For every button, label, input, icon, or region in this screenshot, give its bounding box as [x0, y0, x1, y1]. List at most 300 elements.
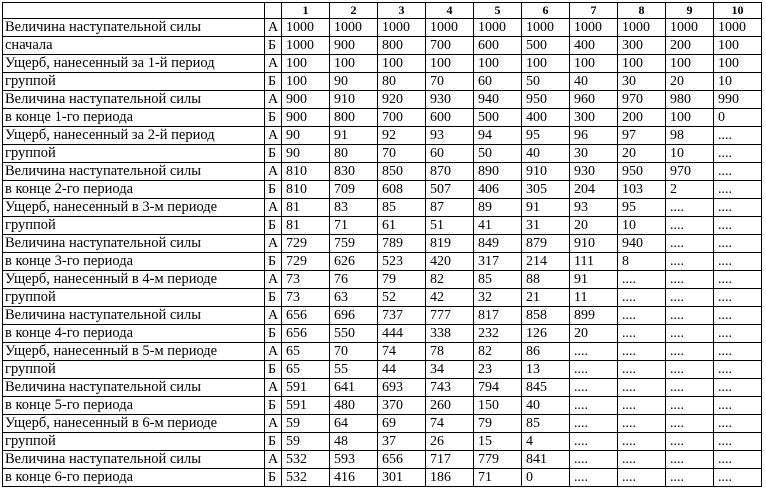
column-header: 10 — [714, 3, 762, 19]
table-row — [3, 73, 762, 91]
value-cell: 729 — [282, 235, 330, 253]
value-cell: 91 — [330, 127, 378, 145]
value-cell: 789 — [378, 235, 426, 253]
value-cell: 899 — [570, 307, 618, 325]
value-cell: .... — [714, 397, 762, 415]
value-cell: 111 — [570, 253, 618, 271]
value-cell: 80 — [330, 145, 378, 163]
value-cell: 13 — [522, 361, 570, 379]
value-cell: 20 — [570, 325, 618, 343]
group-label: А — [265, 55, 282, 73]
value-cell: .... — [714, 199, 762, 217]
value-cell: 100 — [714, 55, 762, 73]
value-cell: 30 — [570, 145, 618, 163]
value-cell: .... — [570, 433, 618, 451]
value-cell: 71 — [474, 469, 522, 487]
value-cell: 300 — [618, 37, 666, 55]
value-cell: 42 — [426, 289, 474, 307]
row-description-line: в конце 6-го периода — [3, 469, 265, 487]
value-cell: .... — [666, 253, 714, 271]
value-cell: .... — [714, 253, 762, 271]
value-cell: 88 — [522, 271, 570, 289]
value-cell: 507 — [426, 181, 474, 199]
value-cell: 849 — [474, 235, 522, 253]
table-row — [3, 271, 762, 289]
value-cell: 717 — [426, 451, 474, 469]
table-row — [3, 433, 762, 451]
value-cell: 81 — [282, 199, 330, 217]
value-cell: 841 — [522, 451, 570, 469]
group-label: Б — [265, 73, 282, 91]
value-cell: .... — [666, 343, 714, 361]
value-cell: .... — [714, 307, 762, 325]
row-description-line: Величина наступательной силы — [3, 379, 265, 397]
value-cell: 90 — [330, 73, 378, 91]
value-cell: 100 — [426, 55, 474, 73]
row-description-line: в конце 4-го периода — [3, 325, 265, 343]
table-row — [3, 379, 762, 397]
value-cell: .... — [666, 217, 714, 235]
value-cell: 830 — [330, 163, 378, 181]
value-cell: .... — [666, 469, 714, 487]
group-label: Б — [265, 181, 282, 199]
value-cell: 777 — [426, 307, 474, 325]
value-cell: 94 — [474, 127, 522, 145]
value-cell: 910 — [570, 235, 618, 253]
value-cell: 696 — [330, 307, 378, 325]
value-cell: .... — [618, 271, 666, 289]
value-cell: .... — [570, 397, 618, 415]
value-cell: 63 — [330, 289, 378, 307]
header-blank-group — [265, 3, 282, 19]
value-cell: .... — [714, 289, 762, 307]
value-cell: 626 — [330, 253, 378, 271]
value-cell: 260 — [426, 397, 474, 415]
group-label: Б — [265, 37, 282, 55]
value-cell: 819 — [426, 235, 474, 253]
value-cell: .... — [666, 271, 714, 289]
table-row — [3, 127, 762, 145]
row-description-line: в конце 2-го периода — [3, 181, 265, 199]
group-label: Б — [265, 253, 282, 271]
column-header: 7 — [570, 3, 618, 19]
value-cell: 593 — [330, 451, 378, 469]
value-cell: .... — [666, 451, 714, 469]
row-description-line: Ущерб, нанесенный в 3-м периоде — [3, 199, 265, 217]
value-cell: 600 — [426, 109, 474, 127]
value-cell: 500 — [522, 37, 570, 55]
value-cell: 523 — [378, 253, 426, 271]
value-cell: 20 — [618, 145, 666, 163]
value-cell: 89 — [474, 199, 522, 217]
value-cell: 1000 — [714, 19, 762, 37]
value-cell: 100 — [666, 109, 714, 127]
row-description-line: Величина наступательной силы — [3, 163, 265, 181]
table-row — [3, 109, 762, 127]
row-description-line: группой — [3, 217, 265, 235]
value-cell: 80 — [378, 73, 426, 91]
value-cell: 70 — [426, 73, 474, 91]
value-cell: 79 — [474, 415, 522, 433]
value-cell: 103 — [618, 181, 666, 199]
table-row — [3, 19, 762, 37]
group-label: А — [265, 235, 282, 253]
value-cell: .... — [714, 145, 762, 163]
table-row — [3, 37, 762, 55]
value-cell: 900 — [282, 109, 330, 127]
value-cell: 532 — [282, 451, 330, 469]
row-description-line: группой — [3, 73, 265, 91]
table-body — [3, 19, 762, 487]
value-cell: 97 — [618, 127, 666, 145]
value-cell: 10 — [714, 73, 762, 91]
value-cell: 90 — [282, 127, 330, 145]
value-cell: 858 — [522, 307, 570, 325]
value-cell: 1000 — [282, 19, 330, 37]
row-description-line: группой — [3, 361, 265, 379]
row-description-line: Величина наступательной силы — [3, 307, 265, 325]
value-cell: 31 — [522, 217, 570, 235]
value-cell: 591 — [282, 397, 330, 415]
value-cell: .... — [618, 343, 666, 361]
table-row — [3, 415, 762, 433]
value-cell: 930 — [570, 163, 618, 181]
value-cell: 96 — [570, 127, 618, 145]
value-cell: .... — [570, 469, 618, 487]
value-cell: 400 — [570, 37, 618, 55]
value-cell: 301 — [378, 469, 426, 487]
value-cell: 65 — [282, 343, 330, 361]
table-row — [3, 325, 762, 343]
value-cell: 51 — [426, 217, 474, 235]
value-cell: .... — [714, 469, 762, 487]
value-cell: 85 — [378, 199, 426, 217]
value-cell: 1000 — [474, 19, 522, 37]
table-row — [3, 145, 762, 163]
value-cell: 10 — [666, 145, 714, 163]
group-label: Б — [265, 325, 282, 343]
value-cell: .... — [666, 397, 714, 415]
value-cell: 204 — [570, 181, 618, 199]
value-cell: 100 — [522, 55, 570, 73]
group-label: Б — [265, 397, 282, 415]
value-cell: 59 — [282, 415, 330, 433]
value-cell: .... — [714, 325, 762, 343]
value-cell: .... — [618, 451, 666, 469]
value-cell: .... — [618, 379, 666, 397]
value-cell: 73 — [282, 271, 330, 289]
value-cell: 65 — [282, 361, 330, 379]
value-cell: 0 — [714, 109, 762, 127]
group-label: Б — [265, 217, 282, 235]
value-cell: 100 — [570, 55, 618, 73]
value-cell: 91 — [570, 271, 618, 289]
value-cell: 656 — [282, 307, 330, 325]
row-description-line: Ущерб, нанесенный за 2-й период — [3, 127, 265, 145]
group-label: А — [265, 451, 282, 469]
value-cell: 890 — [474, 163, 522, 181]
column-header: 6 — [522, 3, 570, 19]
value-cell: 940 — [618, 235, 666, 253]
value-cell: 920 — [378, 91, 426, 109]
value-cell: 970 — [666, 163, 714, 181]
value-cell: 100 — [618, 55, 666, 73]
row-description-line: в конце 1-го периода — [3, 109, 265, 127]
value-cell: 406 — [474, 181, 522, 199]
value-cell: 78 — [426, 343, 474, 361]
value-cell: 700 — [426, 37, 474, 55]
value-cell: 30 — [618, 73, 666, 91]
value-cell: 26 — [426, 433, 474, 451]
value-cell: 15 — [474, 433, 522, 451]
value-cell: 1000 — [282, 37, 330, 55]
value-cell: .... — [714, 163, 762, 181]
value-cell: 100 — [330, 55, 378, 73]
group-label: А — [265, 415, 282, 433]
group-label: Б — [265, 289, 282, 307]
value-cell: 52 — [378, 289, 426, 307]
group-label: А — [265, 307, 282, 325]
value-cell: 60 — [426, 145, 474, 163]
value-cell: 779 — [474, 451, 522, 469]
value-cell: 41 — [474, 217, 522, 235]
value-cell: 32 — [474, 289, 522, 307]
value-cell: 34 — [426, 361, 474, 379]
value-cell: 338 — [426, 325, 474, 343]
value-cell: 100 — [714, 37, 762, 55]
table-row — [3, 181, 762, 199]
table-container — [2, 2, 762, 487]
value-cell: 100 — [282, 55, 330, 73]
value-cell: 500 — [474, 109, 522, 127]
row-description-line: в конце 5-го периода — [3, 397, 265, 415]
group-label: Б — [265, 109, 282, 127]
value-cell: .... — [714, 451, 762, 469]
row-description-line: группой — [3, 433, 265, 451]
group-label: А — [265, 271, 282, 289]
group-label: А — [265, 91, 282, 109]
column-header: 9 — [666, 3, 714, 19]
value-cell: 729 — [282, 253, 330, 271]
value-cell: 550 — [330, 325, 378, 343]
value-cell: .... — [666, 433, 714, 451]
group-label: А — [265, 163, 282, 181]
value-cell: 641 — [330, 379, 378, 397]
value-cell: 50 — [474, 145, 522, 163]
table-row — [3, 307, 762, 325]
value-cell: .... — [666, 289, 714, 307]
value-cell: .... — [618, 289, 666, 307]
value-cell: .... — [714, 127, 762, 145]
value-cell: 74 — [426, 415, 474, 433]
value-cell: 800 — [330, 109, 378, 127]
value-cell: 420 — [426, 253, 474, 271]
value-cell: 37 — [378, 433, 426, 451]
value-cell: 810 — [282, 163, 330, 181]
value-cell: 73 — [282, 289, 330, 307]
value-cell: 930 — [426, 91, 474, 109]
value-cell: 70 — [378, 145, 426, 163]
value-cell: 90 — [282, 145, 330, 163]
value-cell: 93 — [570, 199, 618, 217]
group-label: Б — [265, 145, 282, 163]
table-row — [3, 163, 762, 181]
value-cell: 69 — [378, 415, 426, 433]
value-cell: .... — [714, 343, 762, 361]
group-label: А — [265, 343, 282, 361]
value-cell: 656 — [282, 325, 330, 343]
value-cell: 48 — [330, 433, 378, 451]
value-cell: .... — [666, 199, 714, 217]
value-cell: 743 — [426, 379, 474, 397]
value-cell: .... — [666, 325, 714, 343]
value-cell: 21 — [522, 289, 570, 307]
value-cell: 950 — [618, 163, 666, 181]
value-cell: 70 — [330, 343, 378, 361]
value-cell: .... — [714, 271, 762, 289]
value-cell: 737 — [378, 307, 426, 325]
value-cell: 700 — [378, 109, 426, 127]
value-cell: 0 — [522, 469, 570, 487]
value-cell: 23 — [474, 361, 522, 379]
value-cell: 940 — [474, 91, 522, 109]
value-cell: 82 — [474, 343, 522, 361]
value-cell: .... — [570, 361, 618, 379]
column-header: 8 — [618, 3, 666, 19]
group-label: Б — [265, 469, 282, 487]
value-cell: 910 — [330, 91, 378, 109]
table-row — [3, 451, 762, 469]
value-cell: 87 — [426, 199, 474, 217]
value-cell: 900 — [330, 37, 378, 55]
group-label: А — [265, 19, 282, 37]
value-cell: 55 — [330, 361, 378, 379]
table-row — [3, 343, 762, 361]
value-cell: 870 — [426, 163, 474, 181]
column-header: 4 — [426, 3, 474, 19]
value-cell: 95 — [522, 127, 570, 145]
value-cell: .... — [714, 217, 762, 235]
value-cell: 591 — [282, 379, 330, 397]
value-cell: .... — [666, 379, 714, 397]
column-header: 2 — [330, 3, 378, 19]
value-cell: .... — [570, 379, 618, 397]
group-label: Б — [265, 433, 282, 451]
value-cell: 1000 — [570, 19, 618, 37]
value-cell: .... — [618, 361, 666, 379]
value-cell: 1000 — [522, 19, 570, 37]
value-cell: .... — [666, 307, 714, 325]
column-header: 5 — [474, 3, 522, 19]
data-table — [2, 2, 762, 487]
value-cell: 200 — [618, 109, 666, 127]
value-cell: 990 — [714, 91, 762, 109]
value-cell: 81 — [282, 217, 330, 235]
table-row — [3, 361, 762, 379]
value-cell: 100 — [378, 55, 426, 73]
row-description-line: Величина наступательной силы — [3, 19, 265, 37]
value-cell: 800 — [378, 37, 426, 55]
value-cell: 71 — [330, 217, 378, 235]
value-cell: 60 — [474, 73, 522, 91]
value-cell: .... — [714, 235, 762, 253]
value-cell: 2 — [666, 181, 714, 199]
value-cell: 950 — [522, 91, 570, 109]
value-cell: .... — [570, 415, 618, 433]
group-label: А — [265, 127, 282, 145]
value-cell: 970 — [618, 91, 666, 109]
value-cell: 305 — [522, 181, 570, 199]
value-cell: 20 — [666, 73, 714, 91]
value-cell: .... — [666, 361, 714, 379]
header-row — [3, 3, 762, 19]
header-blank — [3, 3, 265, 19]
value-cell: 850 — [378, 163, 426, 181]
value-cell: 1000 — [666, 19, 714, 37]
value-cell: 370 — [378, 397, 426, 415]
value-cell: 85 — [522, 415, 570, 433]
table-row — [3, 469, 762, 487]
row-description-line: Ущерб, нанесенный за 1-й период — [3, 55, 265, 73]
value-cell: 300 — [570, 109, 618, 127]
value-cell: 759 — [330, 235, 378, 253]
value-cell: 444 — [378, 325, 426, 343]
value-cell: .... — [666, 415, 714, 433]
column-header: 3 — [378, 3, 426, 19]
value-cell: .... — [714, 433, 762, 451]
table-row — [3, 235, 762, 253]
value-cell: 232 — [474, 325, 522, 343]
value-cell: 4 — [522, 433, 570, 451]
value-cell: .... — [618, 469, 666, 487]
row-description-line: группой — [3, 289, 265, 307]
row-description-line: Величина наступательной силы — [3, 91, 265, 109]
value-cell: 91 — [522, 199, 570, 217]
value-cell: 1000 — [378, 19, 426, 37]
value-cell: 150 — [474, 397, 522, 415]
value-cell: 79 — [378, 271, 426, 289]
row-description-line: Ущерб, нанесенный в 4-м периоде — [3, 271, 265, 289]
value-cell: 40 — [522, 397, 570, 415]
value-cell: 93 — [426, 127, 474, 145]
row-description-line: Ущерб, нанесенный в 5-м периоде — [3, 343, 265, 361]
value-cell: 416 — [330, 469, 378, 487]
value-cell: 95 — [618, 199, 666, 217]
value-cell: 50 — [522, 73, 570, 91]
value-cell: 10 — [618, 217, 666, 235]
value-cell: 100 — [282, 73, 330, 91]
value-cell: 20 — [570, 217, 618, 235]
value-cell: 600 — [474, 37, 522, 55]
row-description-line: в конце 3-го периода — [3, 253, 265, 271]
value-cell: 8 — [618, 253, 666, 271]
value-cell: .... — [666, 235, 714, 253]
group-label: А — [265, 379, 282, 397]
value-cell: 44 — [378, 361, 426, 379]
table-row — [3, 91, 762, 109]
group-label: Б — [265, 361, 282, 379]
column-header: 1 — [282, 3, 330, 19]
table-row — [3, 397, 762, 415]
value-cell: .... — [618, 397, 666, 415]
value-cell: 214 — [522, 253, 570, 271]
value-cell: 1000 — [426, 19, 474, 37]
value-cell: .... — [714, 415, 762, 433]
value-cell: 960 — [570, 91, 618, 109]
table-row — [3, 199, 762, 217]
value-cell: 900 — [282, 91, 330, 109]
value-cell: .... — [618, 433, 666, 451]
